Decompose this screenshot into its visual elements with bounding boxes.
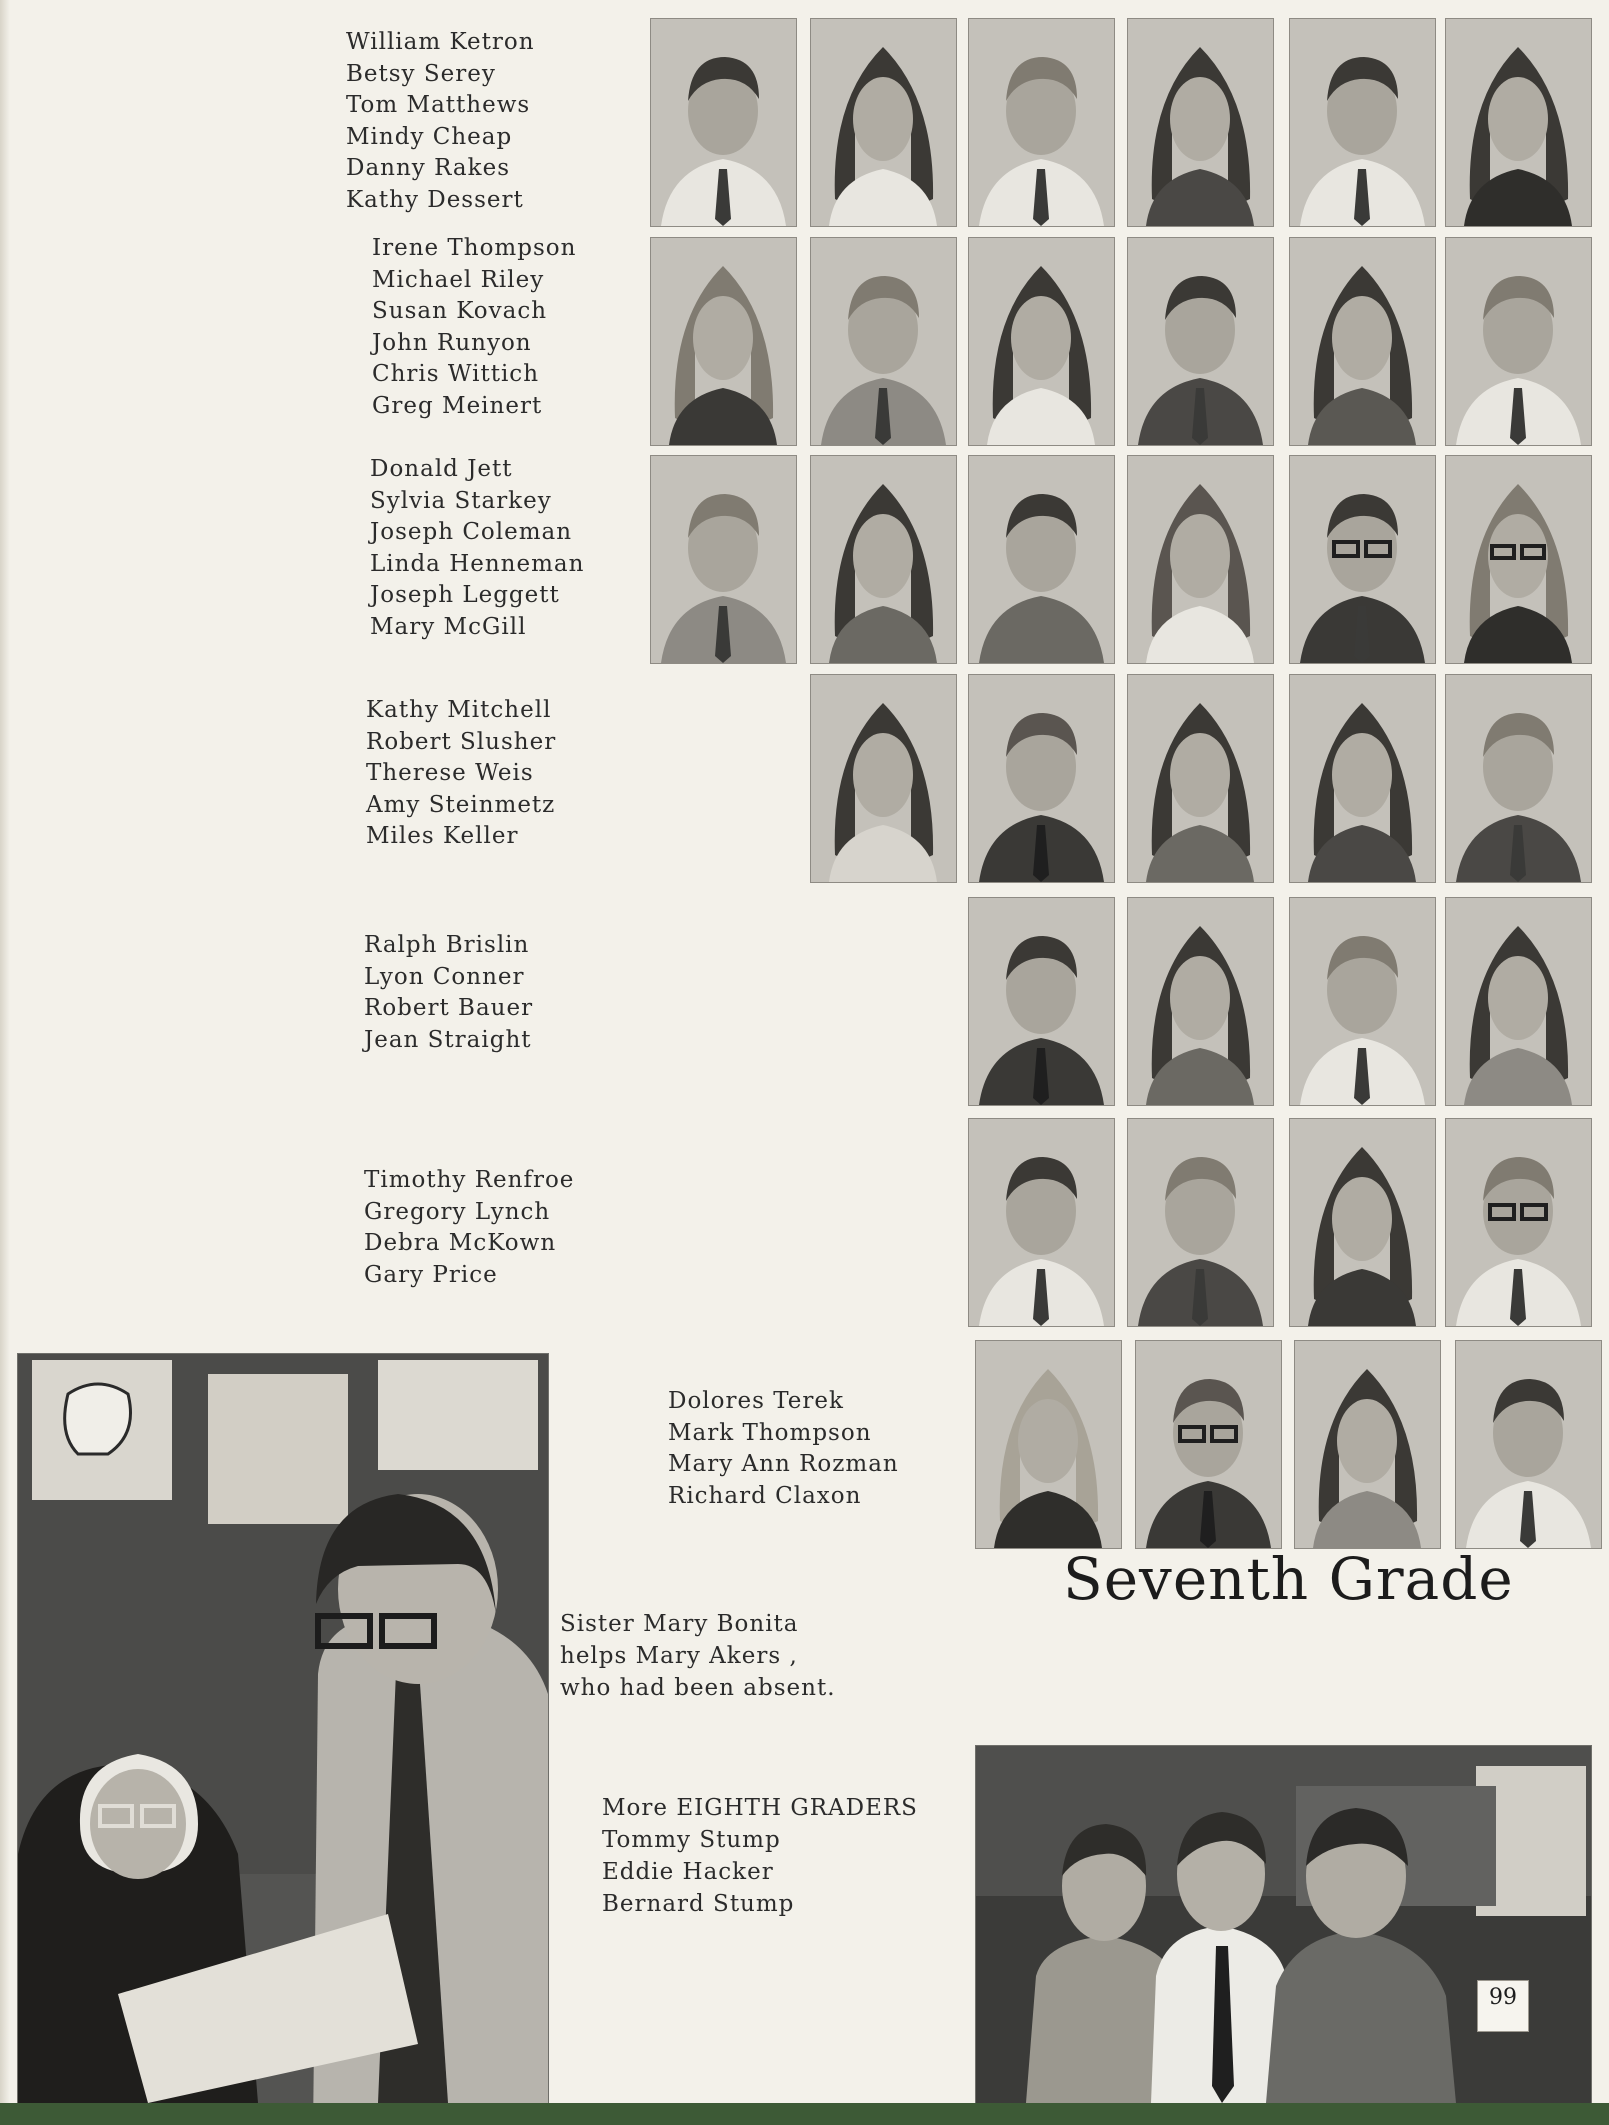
student-name: Therese Weis — [366, 760, 534, 787]
student-portrait — [975, 1340, 1122, 1549]
student-portrait — [1445, 237, 1592, 446]
student-portrait — [1127, 455, 1274, 664]
student-name: Danny Rakes — [346, 155, 510, 182]
name-list-row-4 — [366, 695, 556, 853]
student-portrait — [650, 237, 797, 446]
caption-line: Sister Mary Bonita — [560, 1611, 799, 1637]
student-portrait — [1289, 897, 1436, 1106]
student-name: Mary McGill — [370, 613, 527, 640]
student-portrait — [1289, 1118, 1436, 1327]
student-portrait — [1289, 237, 1436, 446]
student-name: Lyon Conner — [364, 963, 525, 990]
student-name: Kathy Mitchell — [366, 697, 552, 723]
student-portrait — [1289, 674, 1436, 883]
student-name: Michael Riley — [372, 266, 545, 293]
student-portrait — [650, 455, 797, 664]
student-portrait — [1289, 455, 1436, 664]
student-portrait — [810, 237, 957, 446]
classroom-photo — [17, 1353, 549, 2104]
student-name: William Ketron — [346, 29, 535, 55]
name-list-row-1 — [346, 27, 535, 217]
student-portrait — [1445, 18, 1592, 227]
student-name: Linda Henneman — [370, 550, 585, 577]
student-name: Richard Claxon — [668, 1482, 862, 1509]
student-portrait — [968, 455, 1115, 664]
page-number: 99 — [1477, 1980, 1529, 2032]
classroom-caption — [560, 1608, 836, 1704]
student-name: Greg Meinert — [372, 392, 543, 419]
caption-line: Tommy Stump — [602, 1827, 781, 1853]
student-name: Amy Steinmetz — [366, 791, 556, 818]
student-portrait — [1445, 674, 1592, 883]
name-list-row-2 — [372, 233, 576, 423]
student-name: Sylvia Starkey — [370, 487, 552, 514]
caption-line: Bernard Stump — [602, 1891, 795, 1917]
caption-line: Eddie Hacker — [602, 1859, 774, 1885]
student-name: John Runyon — [372, 329, 532, 356]
student-portrait — [968, 674, 1115, 883]
student-name: Mary Ann Rozman — [668, 1451, 899, 1478]
student-name: Mindy Cheap — [346, 123, 513, 150]
student-name: Robert Bauer — [364, 995, 534, 1022]
student-name: Susan Kovach — [372, 298, 548, 325]
student-name: Gregory Lynch — [364, 1198, 551, 1225]
student-name: Robert Slusher — [366, 728, 557, 755]
name-list-row-3 — [370, 454, 584, 644]
student-name: Tom Matthews — [346, 92, 531, 119]
student-name: Ralph Brislin — [364, 932, 530, 958]
caption-line: More EIGHTH GRADERS — [602, 1795, 918, 1821]
student-portrait — [1127, 1118, 1274, 1327]
student-portrait — [1455, 1340, 1602, 1549]
student-portrait — [1445, 455, 1592, 664]
student-portrait — [968, 237, 1115, 446]
student-portrait — [810, 455, 957, 664]
student-portrait — [1294, 1340, 1441, 1549]
student-portrait — [1127, 237, 1274, 446]
student-portrait — [650, 18, 797, 227]
student-portrait — [1289, 18, 1436, 227]
student-name: Donald Jett — [370, 456, 513, 482]
caption-line: who had been absent. — [560, 1675, 836, 1701]
eighth-graders-caption — [602, 1792, 918, 1920]
student-name: Timothy Renfroe — [364, 1167, 575, 1193]
student-name: Jean Straight — [364, 1026, 532, 1053]
student-name: Gary Price — [364, 1261, 498, 1288]
student-name: Chris Wittich — [372, 361, 540, 388]
student-name: Debra McKown — [364, 1230, 557, 1257]
name-list-row-6 — [364, 1165, 574, 1291]
student-name: Mark Thompson — [668, 1419, 872, 1446]
student-portrait — [1445, 1118, 1592, 1327]
student-portrait — [1135, 1340, 1282, 1549]
student-portrait — [968, 18, 1115, 227]
student-name: Irene Thompson — [372, 235, 577, 261]
caption-line: helps Mary Akers , — [560, 1643, 798, 1669]
student-name: Joseph Coleman — [370, 519, 573, 546]
student-portrait — [1127, 897, 1274, 1106]
page-title: Seventh Grade — [1063, 1545, 1514, 1613]
name-list-row-5 — [364, 930, 533, 1056]
student-portrait — [1445, 897, 1592, 1106]
student-portrait — [968, 1118, 1115, 1327]
student-name: Dolores Terek — [668, 1388, 844, 1414]
student-portrait — [810, 18, 957, 227]
page-edge — [0, 0, 10, 2125]
student-portrait — [1127, 18, 1274, 227]
student-name: Kathy Dessert — [346, 186, 524, 213]
student-portrait — [810, 674, 957, 883]
student-portrait — [1127, 674, 1274, 883]
student-portrait — [968, 897, 1115, 1106]
eighth-graders-photo — [975, 1745, 1592, 2104]
student-name: Miles Keller — [366, 823, 519, 850]
name-list-row-7 — [668, 1386, 899, 1512]
student-name: Joseph Leggett — [370, 582, 560, 609]
bottom-band — [0, 2103, 1609, 2125]
student-name: Betsy Serey — [346, 60, 496, 87]
